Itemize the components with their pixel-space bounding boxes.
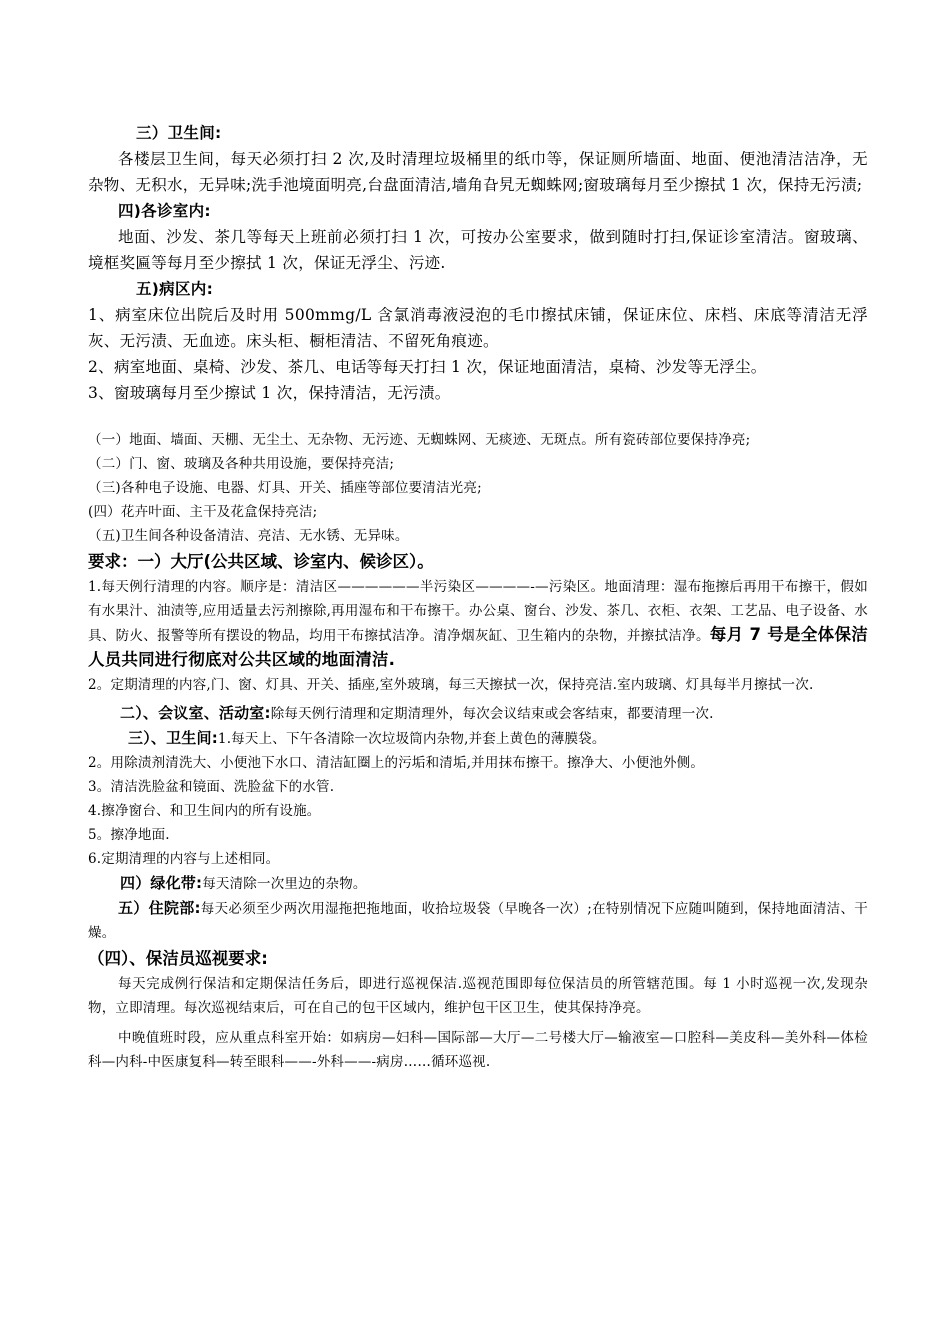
standard-item: （五)卫生间各种设备清洁、亮洁、无水锈、无异味。 [88,528,409,544]
toilet-item: 6.定期清理的内容与上述相同。 [88,851,280,867]
meeting-room-title: 二）、会议室、活动室: [120,704,271,722]
requirements-p1-text: 1.每天例行清理的内容。顺序是：清洁区——————半污染区————-—污染区。地面清理：湿布拖擦后再用干布擦干，假如有水果汁、油渍等,应用适量去污剂擦除,再用湿布和干布擦干。办公桌、窗台、沙发、茶几、衣柜、衣架、工艺品、电子设备、水具、防火、报警等所有摆设的物品，均用干布擦拭洁净。清净烟灰缸、卫生箱内的杂物，并擦拭洁净。 [88,579,868,644]
toilet-first-item: 1.每天上、下午各清除一次垃圾筒内杂物,并套上黄色的薄膜袋。 [217,731,606,747]
patrol-paragraph-1: 每天完成例行保洁和定期保洁任务后，即进行巡视保洁.巡视范围即每位保洁员的所管辖范围。每 1 小时巡视一次,发现杂物，立即清理。每次巡视结束后，可在自己的包干区域内，维护包干区卫生，使其保持净亮。 [88,976,868,1016]
inpatient-body: 每天必须至少两次用湿拖把拖地面，收拾垃圾袋（早晚各一次）;在特别情况下应随叫随到，保持地面清洁、干燥。 [88,901,868,941]
section-3-title: 三）卫生间: [136,124,222,142]
section-5-item: 3、窗玻璃每月至少擦试 1 次，保持清洁，无污渍。 [88,384,451,402]
patrol-paragraph-2: 中晚值班时段，应从重点科室开始：如病房—妇科—国际部—大厅—二号楼大厅—输液室—口腔科—美皮科—美外科—体检科—内科-中医康复科—转至眼科——-外科——-病房……循环巡视. [88,1030,868,1070]
greenbelt-title: 四）绿化带: [120,874,203,892]
toilet-paragraph [88,726,868,751]
inpatient-title: 五）住院部: [118,899,201,917]
section-5-item: 1、病室床位出院后及时用 500mmg/L 含氯消毒液浸泡的毛巾擦拭床铺，保证床位、床档、床底等清洁无浮灰、无污渍、无血迹。床头柜、橱柜清洁、不留死角痕迹。 [88,306,868,350]
inpatient-paragraph [88,896,868,945]
section-3-body: 各楼层卫生间，每天必须打扫 2 次,及时清理垃圾桶里的纸巾等，保证厕所墙面、地面、便池清洁洁净，无杂物、无积水，无异味;洗手池境面明亮,台盘面清洁,墙角旮旯无蜘蛛网;窗玻璃每月至少擦拭 1 次，保持无污渍; [88,150,868,194]
meeting-room-paragraph [88,701,868,726]
requirements-p1-bold: 每月 7 号是全体保洁人员共同进行彻底对公共区域的地面清洁. [88,625,869,669]
requirements-paragraph-1 [88,575,868,673]
section-4-title: 四)各诊室内: [118,202,211,220]
section-5-item: 2、病室地面、桌椅、沙发、茶几、电话等每天打扫 1 次，保证地面清洁，桌椅、沙发等无浮尘。 [88,358,767,376]
section-5-title: 五)病区内: [136,280,214,298]
toilet-item: 2。用除渍剂清洗大、小便池下水口、清洁缸圈上的污垢和清垢,并用抹布擦干。擦净大、小便池外侧。 [88,755,705,771]
requirements-paragraph-2: 2。定期清理的内容,门、窗、灯具、开关、插座,室外玻璃，每三天擦拭一次，保持亮洁.室内玻璃、灯具每半月擦拭一次. [88,677,814,693]
meeting-room-body: 除每天例行清理和定期清理外，每次会议结束或会客结束，都要清理一次. [270,706,714,722]
requirements-title: 要求：一）大厅(公共区域、诊室内、候诊区）。 [88,552,434,571]
toilet-item: 5。擦净地面. [88,827,170,843]
greenbelt-paragraph [88,871,868,896]
standard-item: （一）地面、墙面、天棚、无尘土、无杂物、无污迹、无蜘蛛网、无痰迹、无斑点。所有瓷砖部位要保持净亮; [88,432,751,448]
document-page [88,120,868,1074]
toilet-item: 3。清洁洗脸盆和镜面、洗脸盆下的水管. [88,779,335,795]
standard-item: （三)各种电子设施、电器、灯具、开关、插座等部位要清洁光亮; [88,480,482,496]
spacer [88,406,868,428]
patrol-title: （四）、保洁员巡视要求: [88,949,268,968]
toilet-item: 4.擦净窗台、和卫生间内的所有设施。 [88,803,321,819]
toilet-title: 三）、卫生间: [128,729,218,747]
greenbelt-body: 每天清除一次里边的杂物。 [202,876,367,892]
standard-item: （二）门、窗、玻璃及各种共用设施，要保持亮洁; [88,456,395,472]
section-4-body: 地面、沙发、茶几等每天上班前必须打扫 1 次，可按办公室要求，做到随时打扫,保证诊室清洁。窗玻璃、境框奖匾等每月至少擦拭 1 次，保证无浮尘、污迹. [88,228,868,272]
standard-item: (四）花卉叶面、主干及花盒保持亮洁; [88,504,318,520]
